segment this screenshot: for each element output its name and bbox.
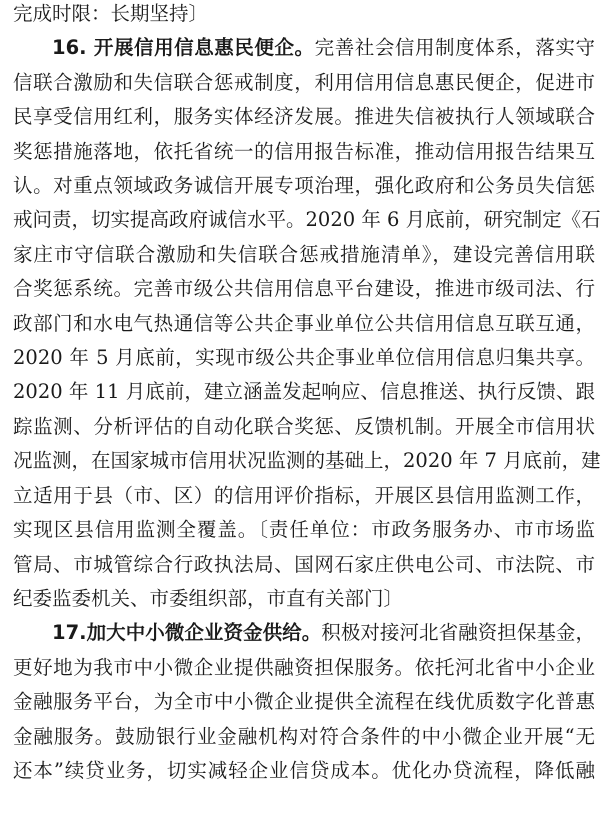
section-16-line: 2020 年 5 月底前，实现市级公共企事业单位信用信息归集共享。: [13, 346, 595, 370]
section-16-line: 戒问责，切实提高政府诚信水平。2020 年 6 月底前，研究制定《石: [13, 208, 601, 232]
section-17-first-line: [13, 616, 595, 650]
section-16-line: 立适用于县（市、区）的信用评价指标，开展区县信用监测工作，: [13, 483, 595, 507]
section-16-line: 信联合激励和失信联合惩戒制度，利用信用信息惠民便企，促进市: [13, 70, 595, 94]
section-16-line: 合奖惩系统。完善市级公共信用信息平台建设，推进市级司法、行: [13, 277, 595, 301]
section-17-line: 还本”续贷业务，切实减轻企业信贷成本。优化办贷流程，降低融: [13, 758, 595, 782]
section-16-line: 2020 年 11 月底前，建立涵盖发起响应、信息推送、执行反馈、跟: [13, 380, 595, 404]
section-16-line: 民享受信用红利，服务实体经济发展。推进失信被执行人领域联合: [13, 105, 595, 129]
section-17-line: 金融服务。鼓励银行业金融机构对符合条件的中小微企业开展“无: [13, 724, 595, 748]
section-16-line: 政部门和水电气热通信等公共企事业单位公共信用信息互联互通，: [13, 311, 595, 335]
section-16-line: 况监测，在国家城市信用状况监测的基础上，2020 年 7 月底前，建: [13, 449, 601, 473]
section-17-line: 金融服务平台，为全市中小微企业提供全流程在线优质数字化普惠: [13, 690, 595, 714]
section-17-text: 积极对接河北省融资担保基金，: [321, 621, 595, 645]
section-16-line: 认。对重点领域政务诚信开展专项治理，强化政府和公务员失信惩: [13, 174, 595, 198]
section-16-line: 管局、市城管综合行政执法局、国网石家庄供电公司、市法院、市: [13, 552, 595, 576]
section-17-heading: 17.加大中小微企业资金供给。: [52, 621, 322, 645]
section-16-line: 实现区县信用监测全覆盖。〔责任单位：市政务服务办、市市场监: [13, 518, 595, 542]
section-16-line: 奖惩措施落地，依托省统一的信用报告标准，推动信用报告结果互: [13, 139, 595, 163]
deadline-fragment: 完成时限：长期坚持〕: [13, 2, 209, 25]
section-16-line: 家庄市守信联合激励和失信联合惩戒措施清单》，建设完善信用联: [13, 242, 595, 266]
section-16-text: 完善社会信用制度体系，落实守: [314, 36, 595, 60]
section-16-heading: 16. 开展信用信息惠民便企。: [52, 36, 315, 60]
section-16-first-line: [13, 31, 595, 65]
section-16-line: 踪监测、分析评估的自动化联合奖惩、反馈机制。开展全市信用状: [13, 414, 595, 438]
section-17-line: 更好地为我市中小微企业提供融资担保服务。依托河北省中小企业: [13, 655, 595, 679]
section-16-line: 纪委监委机关、市委组织部，市直有关部门〕: [13, 586, 404, 610]
